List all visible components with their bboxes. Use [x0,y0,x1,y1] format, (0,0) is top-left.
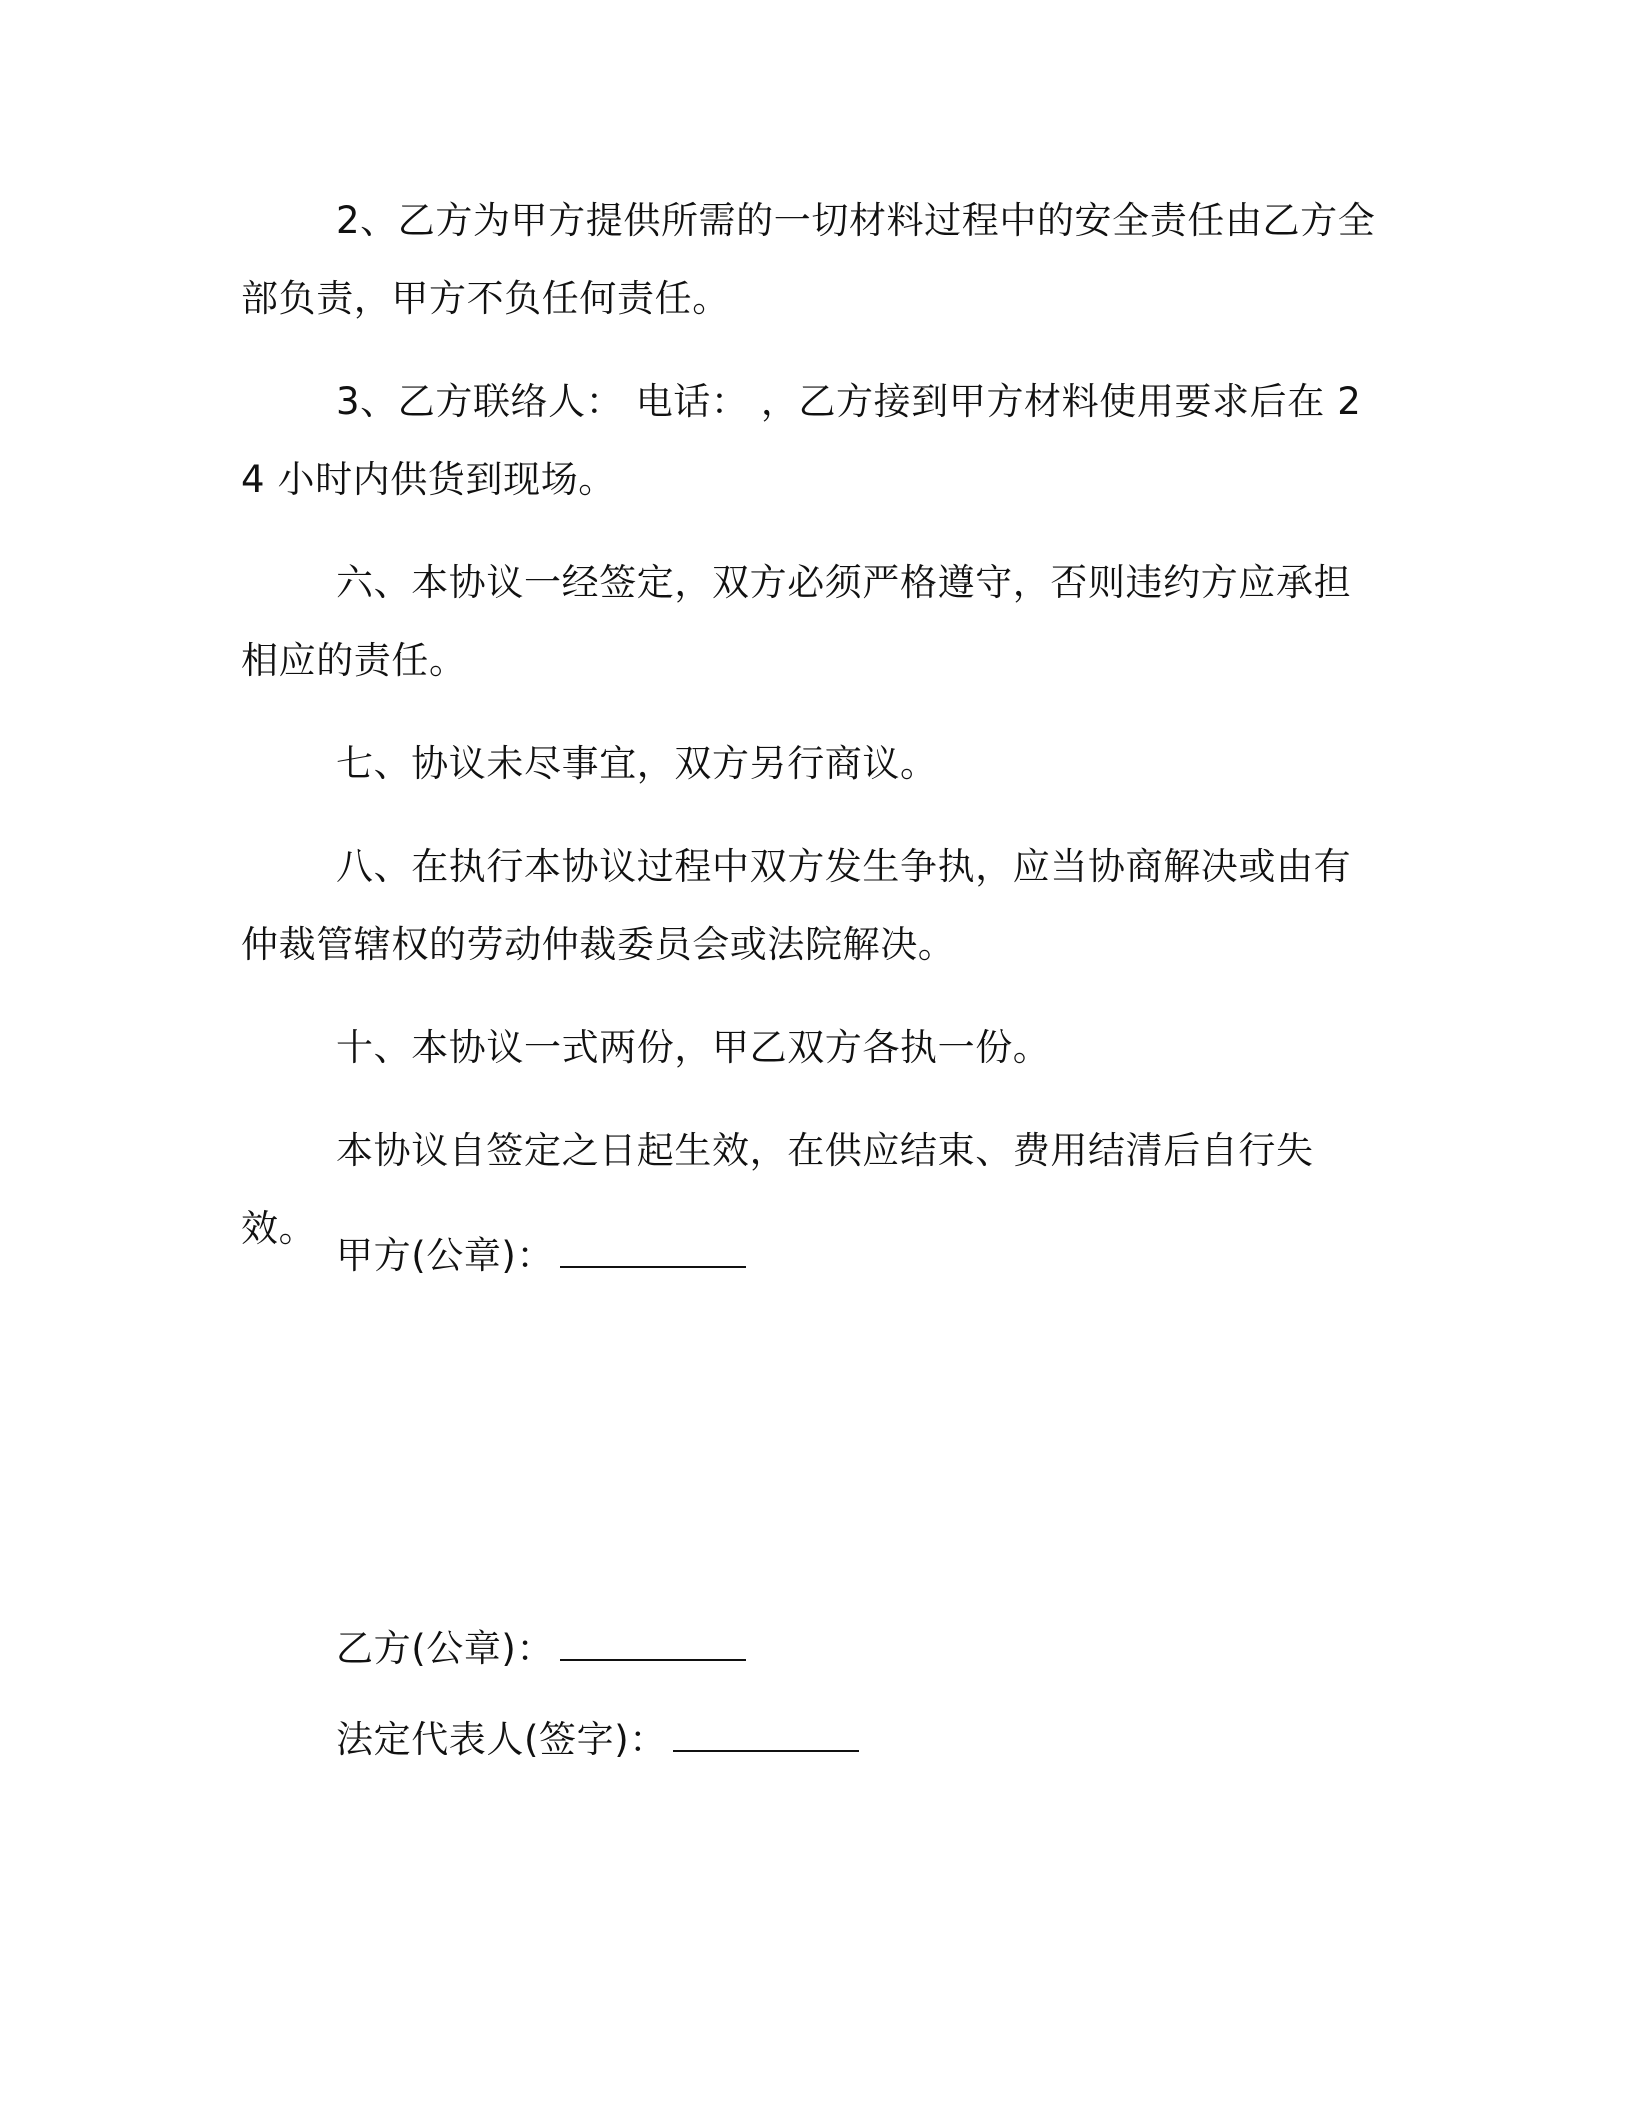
clause-six: 六、本协议一经签定，双方必须严格遵守，否则违约方应承担相应的责任。 [241,561,1352,682]
party-b-signature-line [336,1619,746,1677]
clause-eight: 八、在执行本协议过程中双方发生争执，应当协商解决或由有仲裁管辖权的劳动仲裁委员会或法院解决。 [241,845,1352,966]
party-a-blank [560,1226,746,1268]
effective-clause: 本协议自签定之日起生效，在供应结束、费用结清后自行失效。 [241,1129,1314,1250]
party-a-label: 甲方(公章)： [336,1234,555,1277]
party-b-blank [560,1619,746,1661]
legal-rep-blank [673,1710,859,1752]
clause-2: 2、乙方为甲方提供所需的一切材料过程中的安全责任由乙方全部负责，甲方不负任何责任。 [241,199,1376,320]
document-body [241,182,1381,1293]
legal-rep-label: 法定代表人(签字)： [336,1718,667,1761]
clause-3: 3、乙方联络人： 电话： ，乙方接到甲方材料使用要求后在 24 小时内供货到现场。 [241,380,1362,501]
clause-seven: 七、协议未尽事宜，双方另行商议。 [336,742,938,785]
party-b-label: 乙方(公章)： [336,1627,555,1670]
party-a-signature-line [336,1226,746,1284]
legal-rep-signature-line [336,1710,859,1768]
clause-ten: 十、本协议一式两份，甲乙双方各执一份。 [336,1026,1051,1069]
